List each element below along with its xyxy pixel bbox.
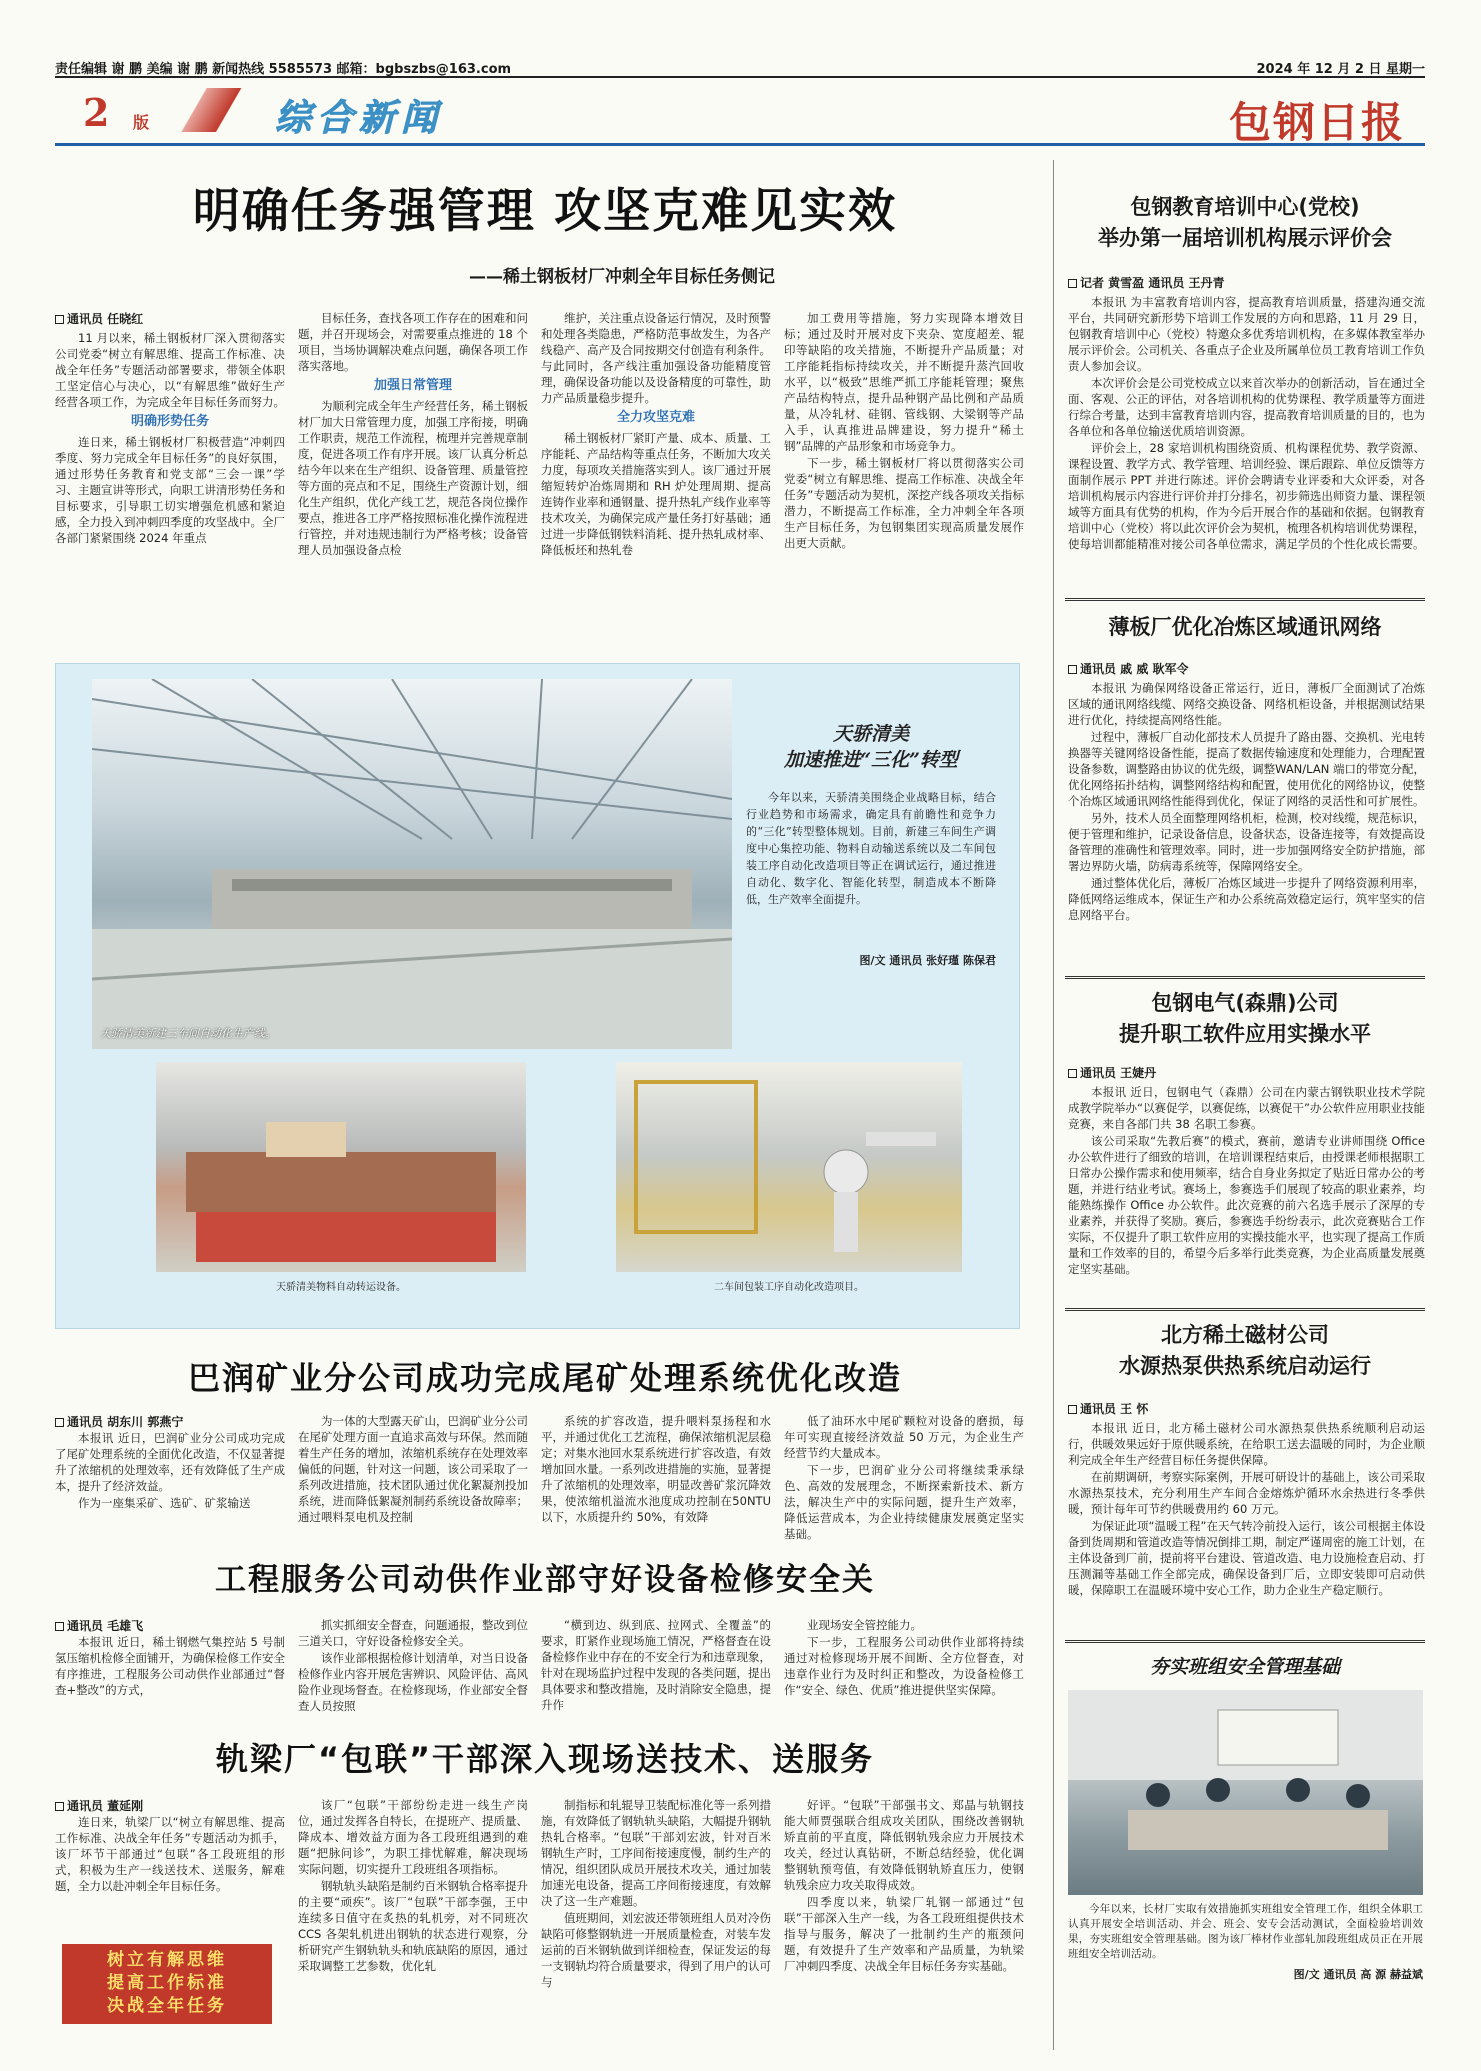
- main-factory-photo: [92, 679, 732, 1049]
- right1-body: 本报讯 为丰富教育培训内容，提高教育培训质量，搭建沟通交流平台，共同研究新形势下培训工作发展的方向和思路，11 月 29 日，包钢教育培训中心（党校）特邀众多优秀培训机构，在多媒体教室举办展示评价会。公司机关、各重点子企业及所属单位员工教育培训工作负责人参加会议。 本次评价会是公司党校成立以来首次举办的创新活动，旨在通过全面、客观、公正的评估，对各培训机构的优势课程、教学质量等方面进行综合考量，达到丰富教育培训内容，提高教育培训质量的目的，也为各单位和各单位输送优质培训资源。 评价会上，28 家培训机构围绕资质、机构课程优势、教学资源、课程设置、教学方式、教学管理、培训经验、课后跟踪、单位反馈等方面制作展示 PPT 并进行陈述。评价会聘请专业评委和大众评委，对各培训机构展示内容进行评价并打分排名，初步筛选出师资力量、课程领域等方面具有优势的机构，作为今后开展合作的基础和依据。包钢教育培训中心（党校）将以此次评价会为契机，梳理各机构培训优势课程，使每培训都能精准对接公司各单位需求，满足学员的个性化成长需要。: [1068, 295, 1425, 551]
- conveyor-photo-caption: 天骄清美物料自动转运设备。: [276, 1282, 406, 1293]
- article1-col4: 加工费用等措施，努力实现降本增效目标；通过及时开展对皮下夹杂、宽度超差、辊印等缺陷的攻关措施，不断提升产品质量；对工序能耗指标持续攻关，并不断提升蒸汽回收水平，以“极致”思维严抓工序能耗管理；聚焦产品结构特点，提升品种钢产品比例和产品质量，从冷轧材、硅钢、管线钢、大梁钢等产品入手，认真推进品牌建设，努力提升“稀土钢”品牌的产品形象和市场竞争力。 下一步，稀土钢板材厂将以贯彻落实公司党委“树立有解思维、提高工作标准、决战全年任务”专题活动为契机，深挖产线各项攻关指标潜力，不断提高工作标准，全力冲刺全年各项生产目标任务，为包钢集团实现高质量发展作出更大贡献。: [784, 311, 1024, 550]
- right2-body: 本报讯 为确保网络设备正常运行，近日，薄板厂全面测试了冶炼区域的通讯网络线缆、网络交换设备、网络机柜设备，并根据测试结果进行优化，持续提高网络性能。 过程中，薄板厂自动化部技术人员提升了路由器、交换机、光电转换器等关键网络设备性能，提高了数据传输速度和处理能力，合理配置设备参数，调整路由协议的优先级，调整WAN/LAN 端口的带宽分配，优化网络拓扑结构，调整网络结构和配置，使用优化的网络协议，使整个冶炼区域通讯网络性能得到优化，保证了网络的灵活性和可扩展性。 另外，技术人员全面整理网络机柜，检测，校对线缆，规范标识，便于管理和维护，记录设备信息，设备状态，设备连接等，有效提高设备管理的准确性和管理效率。同时，进一步加强网络安全防护措施，部署边界防火墙，防病毒系统等，保障网络安全。 通过整体优化后，薄板厂冶炼区域进一步提升了网络资源利用率，降低网络运维成本，保证生产和办公系统高效稳定运行，筑牢坚实的信息网络平台。: [1068, 681, 1425, 922]
- newspaper-logo: 包钢日报: [1228, 98, 1405, 147]
- article3-col4: 业现场安全管控能力。 下一步，工程服务公司动供作业部将持续通过对检修现场开展不间断、全方位督查，对违章作业行为及时纠正和整改，为设备检修工作“安全、绿色、优质”推进提供坚实保障。: [784, 1618, 1024, 1697]
- article1-col3: 维护，关注重点设备运行情况，及时预警和处理各类隐患，严格防范事故发生，为各产线稳产、高产及合同按期交付创造有利条件。与此同时，各产线注重加强设备功能精度管理，确保设备功能以及设备精度的可靠性，助力产品质量稳步提升。 全力攻坚克难 稀土钢板材厂紧盯产量、成本、质量、工序能耗、产品结构等重点任务，不断加大攻关力度，每项攻关措施落实到人。该厂通过开展缩短转炉冶炼周期和 RH 炉处理周期、提高连铸作业率和通钢量、提升热轧产线作业率等技术攻关，为确保完成产量任务打好基础；通过进一步降低钢铁料消耗、提升热轧成材率、降低板坯和热轧卷: [541, 311, 771, 557]
- photo-feature-credit: 图/文 通讯员 张好瑾 陈保君: [859, 954, 996, 967]
- right5-credit: 图/文 通讯员 高 源 赫益斌: [1293, 1968, 1423, 1981]
- article4-col3: 制指标和轧辊导卫装配标准化等一系列措施，有效降低了钢轨轨头缺陷，大幅提升钢轨热轧合格率。“包联”干部刘宏波，针对百米钢轨生产时，工序间衔接速度慢，制约生产的情况，组织团队成员开展技术攻关，通过加装加速光电设备，提高工序间衔接速度，有效解决了这一生产难题。 值班期间，刘宏波还带领班组人员对冷伤缺陷可修整钢轨进一开展质量检查，对装车发运前的百米钢轨做到详细检查，保证发运的每一支钢轨均符合质量要求，得到了用户的认可与: [541, 1798, 771, 1989]
- right5-caption: 今年以来，长材厂实取有效措施抓实班组安全管理工作，组织全体职工认真开展安全培训活动、并会、班会、安专会活动测试，全面检验培训效果，夯实班组安全管理基础。图为该厂棒材作业部轧加段班组成员正在开展班组安全培训活动。: [1068, 1903, 1423, 1960]
- right1-byline: 记者 黄雪盈 通讯员 王丹青: [1068, 274, 1225, 291]
- right4-body: 本报讯 近日，北方稀土磁材公司水源热泵供热系统顺利启动运行，供暖效果远好于原供暖系统，在给职工送去温暖的同时，为企业顺利完成全年生产经营目标任务提供保障。 在前期调研，考察实际案例，开展可研设计的基础上，该公司采取水源热泵技术，充分利用生产车间合金熔炼炉循环水余热进行冬季供暖，预计每年可节约供暖费用约 60 万元。 为保证此项“温暖工程”在天气转冷前投入运行，该公司根据主体设备到货周期和管道改造等情况倒排工期，制定严谨周密的施工计划，在主体设备到厂前，提前将平台建设、管道改造、电力设施检查启动、打压测漏等基础工作全部完成，确保设备到厂后，立即安装即可启动供暖，保障职工在温暖环境中安心工作，助力企业生产稳定顺行。: [1068, 1421, 1425, 1597]
- article1-subhead1: 明确形势任务: [130, 414, 209, 429]
- article1-subhead2: 加强日常管理: [373, 378, 452, 393]
- byline-square-icon: [55, 315, 64, 324]
- right4-title: 北方稀土磁材公司 水源热泵供热系统启动运行: [1119, 1323, 1371, 1378]
- article2-title: 巴润矿业分公司成功完成尾矿处理系统优化改造: [187, 1359, 902, 1397]
- byline-square-icon: [55, 1622, 64, 1631]
- article1-subhead3: 全力攻坚克难: [616, 410, 695, 425]
- issue-date: 2024 年 12 月 2 日 星期一: [1256, 62, 1425, 77]
- right3-body: 本报讯 近日，包钢电气（森鼎）公司在内蒙古钢铁职业技术学院成教学院举办“以赛促学，以赛促练，以赛促干”办公软件应用职业技能竞赛，来自各部门共 38 名职工参赛。 该公司采取“先教后赛”的模式，赛前，邀请专业讲师围绕 Office 办公软件进行了细致的培训，在培训课程结束后，由授课老师根据职工日常办公操作需求和使用频率，结合自身业务拟定了贴近日常办公的考题，并进行结业考试。赛场上，参赛选手们展现了较高的职业素养，均能熟练操作 Office 办公软件。此次竞赛的前六名选手展示了深厚的专业素养，并获得了奖励。赛后，参赛选手纷纷表示，此次竞赛贴合工作实际，不仅提升了职工软件应用的实操技能水平，也实现了提高工作质量和工作效率的目的，希望今后多举行此类竞赛，为企业高质量发展奠定坚实基础。: [1068, 1085, 1425, 1276]
- article1-subtitle: ——稀土钢板材厂冲刺全年目标任务侧记: [469, 267, 775, 287]
- safety-meeting-photo: [1068, 1690, 1423, 1895]
- editor-info: 责任编辑 谢 鹏 美编 谢 鹏 新闻热线 5585573 邮箱：bgbszbs@163.com: [55, 62, 512, 77]
- slogan-box: 树立有解思维 提高工作标准 决战全年任务: [62, 1944, 272, 2024]
- section-title: 综合新闻: [275, 98, 444, 139]
- right3-byline: 通讯员 王婕丹: [1068, 1064, 1156, 1081]
- column-divider: [1053, 160, 1054, 2050]
- article4-col1: 连日来，轨梁厂以“树立有解思维、提高工作标准、决战全年任务”专题活动为抓手，该厂坏节干部通过“包联”各工段班组的形式，积极为生产一线送技术、送服务，解难题，全力以赴冲刺全年目标任务。: [55, 1815, 285, 1893]
- article1-col1: 11 月以来，稀土钢板材厂深入贯彻落实公司党委“树立有解思维、提高工作标准、决战全年任务”专题活动部署要求，带领全体职工坚定信心与决心，以“有解思维”做好生产经营各项工作，为完成全年目标任务而努力。 明确形势任务 连日来，稀土钢板材厂积极营造“冲刺四季度、努力完成全年目标任务”的良好氛围，通过形势任务教育和党支部“三会一课”学习、主题宣讲等形式，向职工讲清形势任务和目标要求，引导职工切实增强危机感和紧迫感，全力投入到冲刺四季度的攻坚战中。全厂各部门紧紧围绕 2024 年重点: [55, 331, 285, 545]
- photo-feature-title: 天骄清美 加速推进“三化”转型: [784, 723, 958, 771]
- article4-col4: 好评。“包联”干部强书文、郑晶与轨钢技能大师贾强联合组成攻关团队，围绕改善钢轨矫直前的平直度，降低钢轨残余应力开展技术攻关，经过认真钻研，不断总结经验，优化调整钢轨预弯值，有效降低钢轨矫直压力，使钢轨残余应力攻关取得成效。 四季度以来，轨梁厂轧钢一部通过“包联”干部深入生产一线，为各工段班组提供技术指导与服务，解决了一批制约生产的瓶颈问题，有效提升了生产效率和产品质量，为轨梁厂冲刺四季度、决战全年目标任务夯实基础。: [784, 1798, 1024, 1973]
- right1-title: 包钢教育培训中心(党校) 举办第一届培训机构展示评价会: [1098, 195, 1392, 250]
- robot-arm-image: [616, 1062, 962, 1272]
- article3-byline: 通讯员 毛雄飞: [55, 1617, 143, 1634]
- article4-col2: 该厂“包联”干部纷纷走进一线生产岗位，通过发挥各自特长，在提班产、提质量、降成本、增效益方面为各工段班组遇到的难题“把脉问诊”，为职工排忧解难，解决现场实际问题，切实提升工段班组各项指标。 钢轨轨头缺陷是制约百米钢轨合格率提升的主要“顽疾”。该厂“包联”干部李强，王中连续多日值守在炙热的轧机旁，对不同班次 CCS 各架轧机进出钢轨的状态进行观察，分析研究产生钢轨轨头和轨底缺陷的原因，通过采取调整工艺参数，优化轧: [298, 1798, 528, 1973]
- right-divider-1: [1065, 598, 1425, 601]
- byline-square-icon: [1068, 279, 1077, 288]
- conveyor-image: [156, 1062, 526, 1272]
- article1-col2: 目标任务，查找各项工作存在的困难和问题，并召开现场会，对需要重点推进的 18 个项目，当场协调解决难点问题，确保各项工作落实落地。 加强日常管理 为顺利完成全年生产经营任务，稀土钢板材厂加大日常管理力度，加强工序衔接，明确工作职责，规范工作流程，梳理并完善规章制度，促进各项工作有序开展。该厂认真分析总结今年以来在生产组织、设备管理、质量管控等方面的亮点和不足，围绕生产资源计划，细化生产组织，优化产线工艺，规范各岗位操作要点，推进各工序严格按照标准化操作流程进行管控，并对违规违制行为严格考核；设备管理人员加强设备点检: [298, 311, 528, 557]
- right-divider-4: [1065, 1640, 1425, 1643]
- article2-col1: 本报讯 近日，巴润矿业分公司成功完成了尾矿处理系统的全面优化改造，不仅显著提升了浓缩机的处理效率，还有效降低了生产成本，提升了经济效益。 作为一座集采矿、选矿、矿浆输送: [55, 1431, 285, 1510]
- article4-byline: 通讯员 董延刚: [55, 1797, 143, 1814]
- right-divider-3: [1065, 1308, 1425, 1311]
- byline-square-icon: [1068, 665, 1077, 674]
- page-header-bar: [55, 56, 1425, 78]
- article1-byline: 通讯员 任晓红: [55, 310, 143, 327]
- factory-hall-image: [92, 679, 732, 1049]
- article2-byline: 通讯员 胡东川 郭燕宁: [55, 1413, 183, 1430]
- photo-feature-text: 今年以来，天骄清美围绕企业战略目标，结合行业趋势和市场需求，确定具有前瞻性和竞争力的“三化”转型整体规划。目前，新建三车间生产调度中心集控功能、物料自动输送系统以及二车间包装工序自动化改造项目等正在调试运行，通过推进自动化、数字化、智能化转型，制造成本不断降低，生产效率全面提升。: [746, 791, 996, 906]
- page-label: 版: [133, 113, 150, 132]
- right2-title: 薄板厂优化冶炼区域通讯网络: [1108, 615, 1382, 639]
- section-banner: [55, 84, 1425, 146]
- main-photo-caption: 天骄清美新建三车间自动化生产线。: [100, 1027, 276, 1040]
- packaging-photo-caption: 二车间包装工序自动化改造项目。: [714, 1282, 864, 1293]
- article2-col3: 系统的扩容改造，提升喂料泵扬程和水平，并通过优化工艺流程，确保浓缩机泥层稳定；对集水池回水泵系统进行扩容改造，有效增加回水量。一系列改进措施的实施，显著提升了浓缩机的处理效率，明显改善矿浆沉降效果，使浓缩机溢流水池度成功控制在50NTU 以下，水质提升约 50%，有效降: [541, 1414, 771, 1524]
- page-number: 2: [83, 90, 110, 135]
- right-divider-2: [1065, 976, 1425, 979]
- article2-col2: 为一体的大型露天矿山，巴润矿业分公司在尾矿处理方面一直追求高效与环保。然而随着生产任务的增加，浓缩机系统存在处理效率偏低的问题，针对这一问题，该公司采取了一系列改进措施，技术团队通过优化絮凝剂投加系统，进而降低絮凝剂制药系统设备故障率；通过喂料泵电机及控制: [298, 1414, 528, 1524]
- byline-square-icon: [1068, 1069, 1077, 1078]
- right5-title: 夯实班组安全管理基础: [1149, 1656, 1340, 1678]
- swoosh-decoration: [160, 88, 250, 132]
- article3-col3: “横到边、纵到底、拉网式、全覆盖”的要求，盯紧作业现场施工情况，严格督查在设备检修作业中存在的不安全行为和违章现象，针对在现场监护过程中发现的各类问题，提出具体要求和整改措施，及时消除安全隐患，提升作: [541, 1618, 771, 1712]
- packaging-photo: [616, 1062, 962, 1272]
- article3-col2: 抓实抓细安全督查，问题通报，整改到位三道关口，守好设备检修安全关。 该作业部根据检修计划清单，对当日设备检修作业内容开展危害辨识、风险评估、高风险作业现场督查。在检修现场，作业部安全督查人员按照: [298, 1618, 528, 1713]
- meeting-room-image: [1068, 1690, 1423, 1895]
- byline-square-icon: [1068, 1405, 1077, 1414]
- article3-title: 工程服务公司动供作业部守好设备检修安全关: [215, 1562, 875, 1598]
- article4-title: 轨梁厂“包联”干部深入现场送技术、送服务: [215, 1740, 875, 1778]
- article1-title: 明确任务强管理 攻坚克难见实效: [192, 184, 898, 239]
- article2-col4: 低了油环水中尾矿颗粒对设备的磨损，每年可实现直接经济效益 50 万元，为企业生产经营节约大量成本。 下一步，巴润矿业分公司将继续秉承绿色、高效的发展理念，不断探索新技术、新方法，解决生产中的实际问题，提升生产效率，降低运营成本，为企业持续健康发展奠定坚实基础。: [784, 1414, 1024, 1540]
- conveyor-photo: [156, 1062, 526, 1272]
- byline-square-icon: [55, 1418, 64, 1427]
- right3-title: 包钢电气(森鼎)公司 提升职工软件应用实操水平: [1119, 991, 1371, 1046]
- article3-col1: 本报讯 近日，稀土钢燃气集控站 5 号制氢压缩机检修全面铺开，为确保检修工作安全有序推进，工程服务公司动供作业部通过“督查+整改”的方式，: [55, 1635, 285, 1697]
- photo-feature-box: [55, 663, 1020, 1329]
- right4-byline: 通讯员 王 怀: [1068, 1400, 1148, 1417]
- right2-byline: 通讯员 戚 威 耿军令: [1068, 660, 1189, 677]
- byline-square-icon: [55, 1802, 64, 1811]
